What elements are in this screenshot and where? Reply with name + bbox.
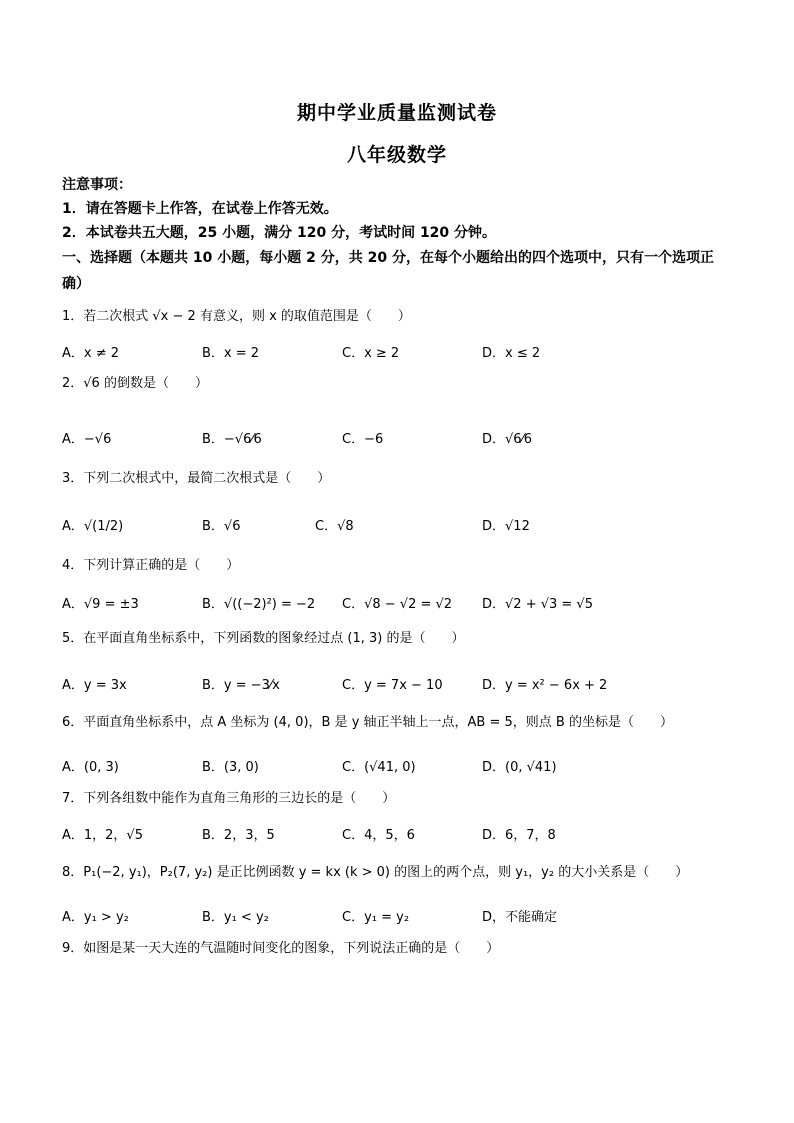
- question-1-option-c: C．x ≥ 2: [342, 346, 400, 361]
- question-2-option-c: C．−6: [342, 432, 384, 447]
- question-7-option-d: D．6，7，8: [482, 828, 556, 843]
- question-5-option-a: A．y = 3x: [62, 678, 127, 693]
- question-5-option-b: B．y = −3⁄x: [202, 678, 280, 693]
- question-7-stem: 7．下列各组数中能作为直角三角形的三边长的是（ ）: [62, 791, 396, 806]
- question-1-option-d: D．x ≤ 2: [482, 346, 541, 361]
- exam-subtitle: 八年级数学: [346, 144, 447, 166]
- question-4-option-c: C．√8 − √2 = √2: [342, 597, 453, 612]
- question-8-option-b: B．y₁ < y₂: [202, 910, 269, 925]
- note-item-2: 2．本试卷共五大题，25 小题，满分 120 分，考试时间 120 分钟。: [62, 225, 497, 241]
- question-3-option-b: B．√6: [202, 519, 241, 534]
- notes-heading: 注意事项：: [62, 177, 132, 193]
- question-9-stem: 9．如图是某一天大连的气温随时间变化的图象，下列说法正确的是（ ）: [62, 941, 500, 956]
- question-3-option-d: D．√12: [482, 519, 530, 534]
- question-5-option-c: C．y = 7x − 10: [342, 678, 443, 693]
- question-8-option-d: D，不能确定: [482, 910, 558, 925]
- question-6-stem: 6．平面直角坐标系中，点 A 坐标为 (4, 0)，B 是 y 轴正半轴上一点，AB = 5，则点 B 的坐标是（ ）: [62, 715, 673, 730]
- question-3-option-a: A．√(1/2): [62, 519, 124, 534]
- question-1-stem: 1．若二次根式 √x − 2 有意义，则 x 的取值范围是（ ）: [62, 309, 411, 324]
- question-5-stem: 5．在平面直角坐标系中，下列函数的图象经过点 (1, 3) 的是（ ）: [62, 631, 465, 646]
- note-item-1: 1．请在答题卡上作答，在试卷上作答无效。: [62, 201, 338, 217]
- question-6-option-b: B．(3, 0): [202, 760, 259, 775]
- question-1-option-b: B．x = 2: [202, 346, 260, 361]
- exam-title: 期中学业质量监测试卷: [296, 102, 497, 124]
- question-4-option-d: D．√2 + √3 = √5: [482, 597, 593, 612]
- question-6-option-d: D．(0, √41): [482, 760, 557, 775]
- question-4-stem: 4．下列计算正确的是（ ）: [62, 558, 240, 573]
- question-7-option-b: B．2，3，5: [202, 828, 275, 843]
- question-1-option-a: A．x ≠ 2: [62, 346, 120, 361]
- question-2-option-d: D．√6⁄6: [482, 432, 533, 447]
- question-4-option-b: B．√((−2)²) = −2: [202, 597, 316, 612]
- question-8-option-c: C．y₁ = y₂: [342, 910, 410, 925]
- question-8-option-a: A．y₁ > y₂: [62, 910, 129, 925]
- question-4-option-a: A．√9 = ±3: [62, 597, 139, 612]
- question-6-option-a: A．(0, 3): [62, 760, 119, 775]
- question-3-option-c: C．√8: [315, 519, 354, 534]
- question-2-option-b: B．−√6⁄6: [202, 432, 262, 447]
- question-3-stem: 3．下列二次根式中，最简二次根式是（ ）: [62, 471, 331, 486]
- question-7-option-c: C．4，5，6: [342, 828, 415, 843]
- section-one-heading: 一、选择题（本题共 10 小题，每小题 2 分，共 20 分，在每个小题给出的四个选项中，只有一个选项正确）: [62, 250, 714, 292]
- question-2-stem: 2．√6 的倒数是（ ）: [62, 376, 208, 391]
- question-7-option-a: A．1，2，√5: [62, 828, 143, 843]
- question-2-option-a: A．−√6: [62, 432, 112, 447]
- question-5-option-d: D．y = x² − 6x + 2: [482, 678, 608, 693]
- question-6-option-c: C．(√41, 0): [342, 760, 416, 775]
- question-8-stem: 8．P₁(−2, y₁)，P₂(7, y₂) 是正比例函数 y = kx (k > 0) 的图上的两个点，则 y₁，y₂ 的大小关系是（ ）: [62, 865, 689, 880]
